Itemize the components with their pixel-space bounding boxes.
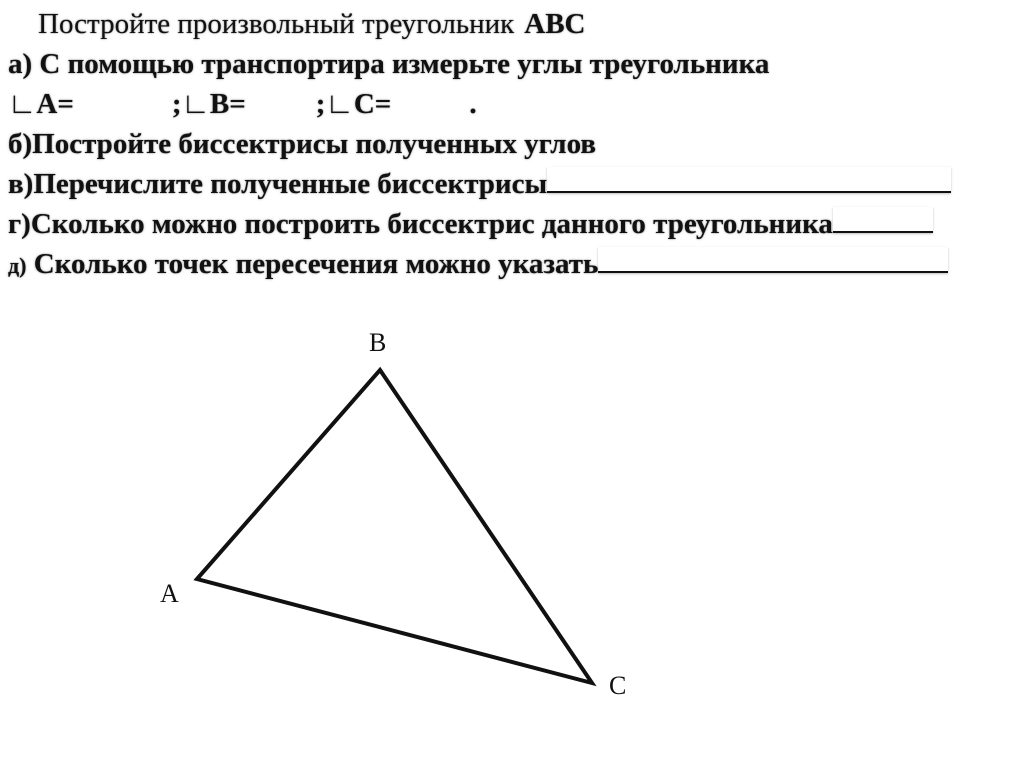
task-g-text: г)Сколько можно построить биссектрис данного треугольника <box>8 208 833 240</box>
angle-b-label: ;∟В= <box>171 88 246 120</box>
angle-c-label: ;∟С= <box>315 88 392 120</box>
angle-a-label: ∟А= <box>8 88 74 120</box>
task-d-text: Сколько точек пересечения можно указать <box>33 248 599 280</box>
vertex-label-a: A <box>160 579 179 608</box>
triangle-abc <box>197 370 592 683</box>
task-b: б)Постройте биссектрисы полученных углов <box>8 128 597 160</box>
title-triangle-name: ABC <box>524 8 586 40</box>
vertex-label-b: B <box>369 328 387 357</box>
task-d-prefix: д) <box>8 253 27 278</box>
vertex-label-c: C <box>609 671 627 700</box>
task-a: а) С помощью транспортира измерьте углы треугольника <box>8 48 770 80</box>
angles-end-dot: . <box>469 88 477 120</box>
title-text: Постройте произвольный треугольник <box>38 8 515 40</box>
task-v-text: в)Перечислите полученные биссектрисы <box>8 168 548 200</box>
